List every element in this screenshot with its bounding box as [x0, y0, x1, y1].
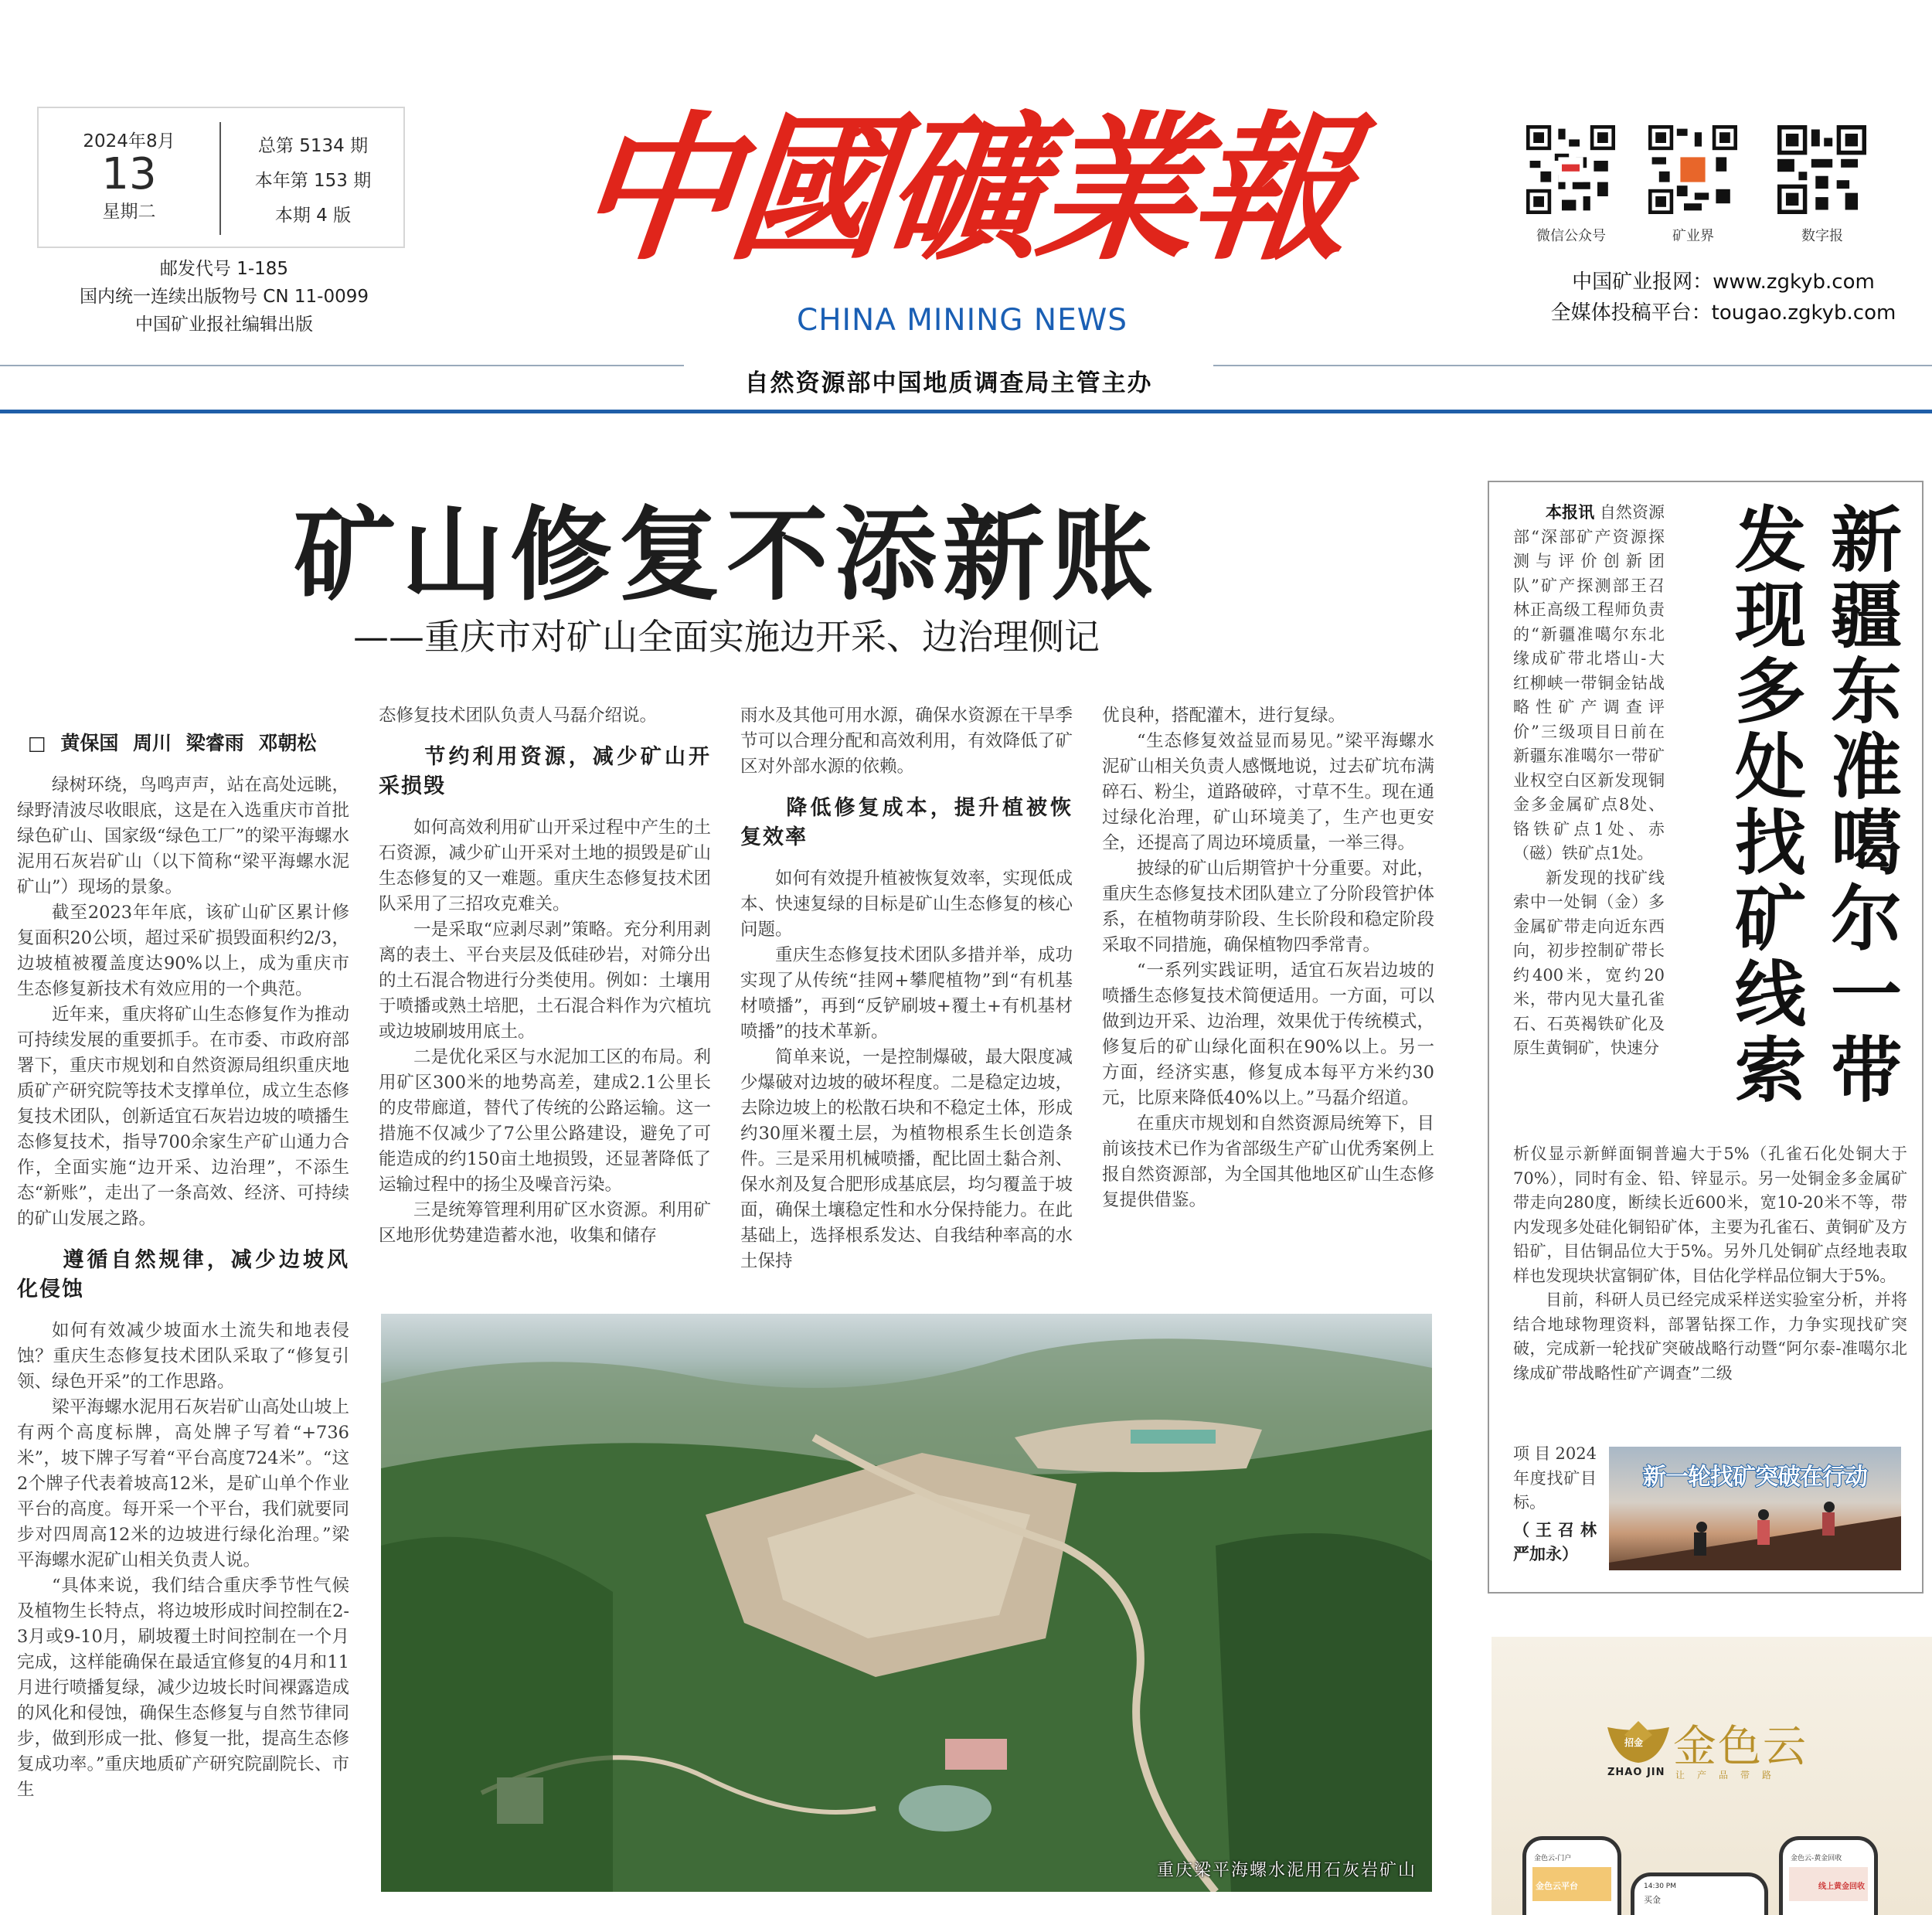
qr-label: 矿业界 — [1672, 228, 1714, 244]
article-paragraph: 重庆生态修复技术团队多措并举，成功实现了从传统“挂网+攀爬植物”到“有机基材喷播”，再到“反铲刷坡+覆土+有机基材喷播”的技术革新。 — [740, 945, 1073, 1042]
sponsor-line: 自然资源部中国地质调查局主管主办 — [744, 369, 1153, 397]
issue-year: 本年第 153 期 — [254, 171, 372, 191]
article-paragraph: 如何有效提升植被恢复效率，实现低成本、快速复绿的目标是矿山生态修复的核心问题。 — [740, 869, 1073, 940]
publication-info — [31, 255, 417, 338]
article-column-3 — [740, 703, 1073, 1274]
section-heading: 降低修复成本，提升植被恢复效率 — [740, 796, 1073, 849]
sidebar-text-wide — [1513, 1142, 1907, 1386]
article-paragraph: 在重庆市规划和自然资源局统筹下，目前该技术已作为省部级生产矿山优秀案例上报自然资源部，为全国其他地区矿山生态修复提供借鉴。 — [1102, 1114, 1434, 1210]
article-paragraph: “生态修复效益显而易见。”梁平海螺水泥矿山相关负责人感慨地说，过去矿坑布满碎石、粉尘，道路破碎，寸草不生。现在通过绿化治理，矿山环境美了，生产也更安全，还提高了周边环境质量，一举三得。 — [1102, 731, 1434, 853]
phone-title: 金色云-黄金回收 — [1791, 1855, 1842, 1862]
hikers-illustration — [1609, 1493, 1901, 1570]
publisher: 中国矿业报社编辑出版 — [135, 315, 313, 335]
article-column-1 — [17, 730, 349, 1803]
phone-title: 买金 — [1644, 1895, 1661, 1905]
divider — [1213, 365, 1932, 366]
qr-digital-paper[interactable] — [1777, 125, 1884, 245]
postal-code: 邮发代号 1-185 — [159, 259, 289, 279]
lead-label: 本报讯 — [1546, 503, 1595, 522]
article-paragraph: 二是优化采区与水泥加工区的布局。利用矿区300米的地势高差，建成2.1公里长的皮带廊道，替代了传统的公路运输。这一措施不仅减少了7公里公路建设，避免了可能造成的约150亩土地损毁，还显著降低了运输过程中的扬尘及噪音污染。 — [379, 1047, 711, 1195]
sidebar-text-narrow — [1513, 501, 1665, 1061]
landscape-illustration — [381, 1314, 1432, 1892]
qr-wechat[interactable] — [1526, 125, 1633, 245]
phone-title: 金色云-门户 — [1534, 1855, 1572, 1862]
qr-label: 微信公众号 — [1536, 228, 1606, 244]
phone-banner: 金色云平台 — [1532, 1867, 1611, 1901]
masthead-rule — [0, 410, 1932, 413]
qr-kuangyejie[interactable] — [1648, 125, 1755, 245]
phone-time: 14:30 PM — [1644, 1883, 1676, 1890]
byline: □ 黄保国 周川 梁睿雨 邓朝松 — [28, 732, 317, 754]
banner-text: 新一轮找矿突破在行动 — [1643, 1464, 1867, 1491]
article-paragraph: 披绿的矿山后期管护十分重要。对此，重庆生态修复技术团队建立了分阶段管护体系，在植物萌芽阶段、生长阶段和稳定阶段采取不同措施，确保植物四季常青。 — [1102, 859, 1434, 955]
zhaojin-advertisement[interactable] — [1492, 1637, 1932, 1915]
article-paragraph: 如何有效减少坡面水土流失和地表侵蚀？重庆生态修复技术团队采取了“修复引领、绿色开采”的工作思路。 — [17, 1321, 349, 1392]
qr-code-icon — [1777, 125, 1866, 214]
issue-pages: 本期 4 版 — [274, 206, 352, 226]
qr-code-icon — [1648, 125, 1737, 214]
sidebar-title-line-2: 发现多处找矿线索 — [1723, 502, 1807, 1108]
section-heading: 节约利用资源，减少矿山开采损毁 — [379, 745, 711, 798]
article-paragraph: 简单来说，一是控制爆破，最大限度减少爆破对边坡的破坏程度。二是稳定边坡，去除边坡上的松散石块和不稳定土体，形成约30厘米覆土层，为植物根系生长创造条件。三是采用机械喷播，配比固土黏合剂、保水剂及复合肥形成基底层，均匀覆盖于坡面，确保土壤稳定性和水分保持能力。在此基础上，选择根系发达、自我结种率高的水土保持 — [740, 1047, 1073, 1271]
article-paragraph: 三是统筹管理利用矿区水资源。利用矿区地形优势建造蓄水池，收集和储存 — [379, 1200, 711, 1246]
brand-tagline: 让产品带路 — [1675, 1770, 1784, 1781]
article-paragraph: 绿树环绕，鸟鸣声声，站在高处远眺，绿野清波尽收眼底，这是在入选重庆市首批绿色矿山、国家级“绿色工厂”的梁平海螺水泥用石灰岩矿山（以下简称“梁平海螺水泥矿山”）现场的景象。 — [17, 775, 349, 897]
brand-badge: 招金 — [1624, 1737, 1644, 1748]
photo-caption: 重庆梁平海螺水泥用石灰岩矿山 — [1156, 1861, 1417, 1880]
date — [39, 108, 219, 223]
article-paragraph: 雨水及其他可用水源，确保水资源在干旱季节可以合理分配和高效利用，有效降低了矿区对外部水源的依赖。 — [740, 706, 1073, 777]
qr-code-icon — [1526, 125, 1615, 214]
article-paragraph: “一系列实践证明，适宜石灰岩边坡的喷播生态修复技术简便适用。一方面，可以做到边开采、边治理，效果优于传统模式，修复后的矿山绿化面积在90%以上。另一方面，经济实惠，修复成本每平方米约30元，比原来降低40%以上。”马磊介绍道。 — [1102, 961, 1434, 1108]
sidebar-text-end — [1513, 1442, 1597, 1567]
phone-banner: 线上黄金回收 — [1789, 1867, 1868, 1901]
sidebar-paragraph: 析仪显示新鲜面铜普遍大于5%（孔雀石化处铜大于70%），同时有金、铅、锌显示。另一处铜金多金属矿带走向280度，断续长近600米，宽10-20米不等，带内发现多处硅化铜铅矿体，主要为孔雀石、黄铜矿及方铅矿，目估铜品位大于5%。另外几处铜矿点经地表取样也发现块状富铜矿体，目估化学样品位铜大于5%。 — [1513, 1145, 1907, 1285]
phone-mockup — [1779, 1836, 1878, 1915]
exploration-banner-image — [1609, 1447, 1901, 1570]
sidebar-paragraph: 目前，科研人员已经完成采样送实验室分析，并将结合地球物理资料，部署钻探工作，力争实现找矿突破，完成新一轮找矿突破战略行动暨“阿尔泰-准噶尔北缘成矿带战略性矿产调查”二级 — [1513, 1291, 1907, 1383]
headline: 矿山修复不添新账 — [294, 496, 1159, 615]
subtitle: ——重庆市对矿山全面实施边开采、边治理侧记 — [353, 616, 1100, 658]
issue-info — [221, 108, 405, 226]
sidebar-paragraph: 项目2024年度找矿目标。 — [1513, 1444, 1597, 1512]
website-link[interactable]: 中国矿业报网：www.zgkyb.com — [1572, 270, 1875, 294]
article-paragraph: “具体来说，我们结合重庆季节性气候及植物生长特点，将边坡形成时间控制在2-3月或9-10月，刷坡覆土时间控制在一个月完成，这样能确保在最适宜修复的4月和11月进行喷播复绿，减少边坡长时间裸露造成的风化和侵蚀，确保生态修复与自然节律同步，做到形成一批、修复一批，提高生态修复成功率。”重庆地质矿产研究院副院长、市生 — [17, 1576, 349, 1800]
newspaper-logo: 中國礦業報 — [567, 97, 1357, 282]
date-weekday: 星期二 — [102, 202, 156, 222]
article-paragraph: 截至2023年年底，该矿山矿区累计修复面积20公顷，超过采矿损毁面积约2/3，边坡植被覆盖度达90%以上，成为重庆市生态修复新技术有效应用的一个典范。 — [17, 903, 349, 999]
website-info — [1515, 267, 1932, 328]
date-day: 13 — [101, 149, 157, 199]
cn-number: 国内统一连续出版物号 CN 11-0099 — [80, 287, 369, 307]
section-heading: 遵循自然规律，减少边坡风化侵蚀 — [17, 1248, 349, 1301]
divider — [0, 365, 684, 366]
date-box — [37, 107, 405, 248]
qr-label: 数字报 — [1801, 228, 1843, 244]
english-name: CHINA MINING NEWS — [796, 303, 1128, 338]
article-column-4 — [1102, 703, 1434, 1213]
phone-mockup — [1631, 1872, 1768, 1915]
sidebar-paragraph: 新发现的找矿线索中一处铜（金）多金属矿带走向近东西向，初步控制矿带长约400米，宽约20米，带内见大量孔雀石、石英褐铁矿化及原生黄铜矿，快速分 — [1513, 868, 1665, 1057]
sidebar-paragraph: 自然资源部“深部矿产资源探测与评价创新团队”矿产探测部王召林正高级工程师负责的“新疆准噶尔东北缘成矿带北塔山-大红柳峡一带铜金钴战略性矿产调查评价”三级项目日前在新疆东准噶尔一带矿业权空白区新发现铜金多金属矿点8处、铬铁矿点1处、赤（磁）铁矿点1处。 — [1513, 503, 1665, 862]
brand-cn: 金色云 — [1673, 1722, 1808, 1772]
brand-en: ZHAO JIN — [1607, 1767, 1665, 1778]
date-year-month: 2024年8月 — [83, 131, 175, 151]
article-paragraph: 优良种，搭配灌木，进行复绿。 — [1102, 706, 1346, 726]
sidebar-title-line-1: 新疆东准噶尔一带 — [1819, 502, 1903, 1108]
article-paragraph: 近年来，重庆将矿山生态修复作为推动可持续发展的重要抓手。在市委、市政府部署下，重庆市规划和自然资源局组织重庆地质矿产研究院等技术支撑单位，成立生态修复技术团队，创新适宜石灰岩边坡的喷播生态修复技术，指导700余家生产矿山通力合作，全面实施“边开采、边治理”，不添生态“新账”，走出了一条高效、经济、可持续的矿山发展之路。 — [17, 1005, 349, 1229]
mine-aerial-photo — [381, 1314, 1432, 1892]
article-paragraph: 态修复技术团队负责人马磊介绍说。 — [379, 706, 658, 726]
article-paragraph: 一是采取“应剥尽剥”策略。充分利用剥离的表土、平台夹层及低硅砂岩，对筛分出的土石混合物进行分类使用。例如：土壤用于喷播或熟土培肥，土石混合料作为穴植坑或边坡刷坡用底土。 — [379, 920, 711, 1042]
sidebar-authors: （王召林 严加永） — [1513, 1520, 1597, 1563]
phone-mockup — [1522, 1836, 1621, 1915]
submission-link[interactable]: 全媒体投稿平台：tougao.zgkyb.com — [1550, 301, 1896, 325]
article-paragraph: 梁平海螺水泥用石灰岩矿山高处山坡上有两个高度标牌，高处牌子写着“+736米”，坡下牌子写着“平台高度724米”。“这2个牌子代表着坡高12米，是矿山单个作业平台的高度。每开采一个平台，我们就要同步对四周高12米的边坡进行绿化治理。”梁平海螺水泥矿山相关负责人说。 — [17, 1397, 349, 1570]
article-column-2 — [379, 703, 711, 1249]
article-paragraph: 如何高效利用矿山开采过程中产生的土石资源，减少矿山开采对土地的损毁是矿山生态修复的又一难题。重庆生态修复技术团队采用了三招攻克难关。 — [379, 818, 711, 914]
issue-total: 总第 5134 期 — [257, 136, 369, 156]
